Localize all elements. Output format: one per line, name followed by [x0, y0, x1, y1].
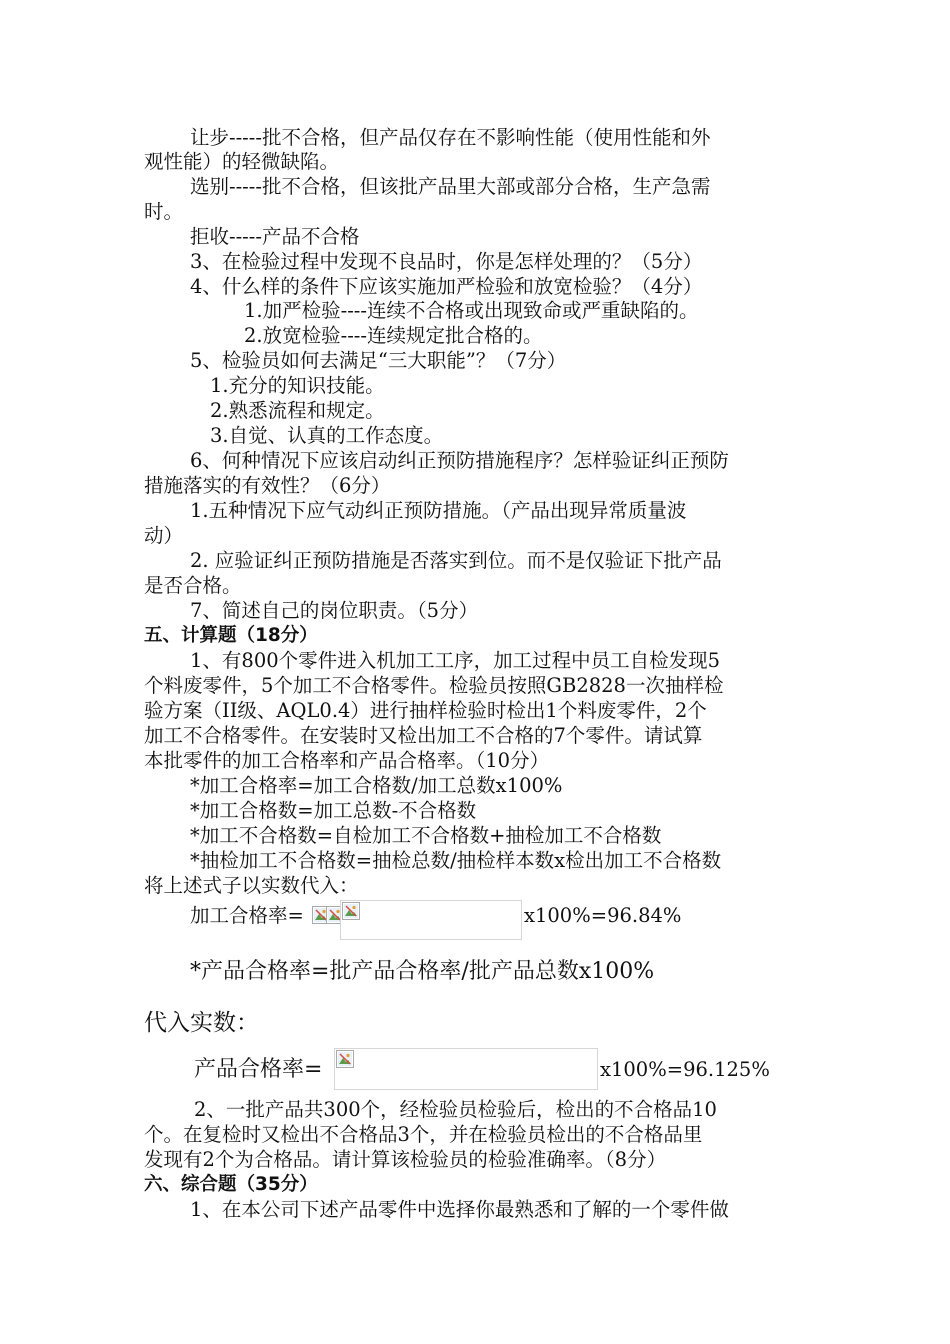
text-line: 2.熟悉流程和规定。: [210, 399, 385, 422]
text-line: 1.加严检验----连续不合格或出现致命或严重缺陷的。: [244, 299, 699, 322]
text-line: 动）: [144, 524, 184, 547]
formula-label: 产品合格率=: [194, 1057, 323, 1082]
text-line: 让步-----批不合格，但产品仅存在不影响性能（使用性能和外: [190, 126, 711, 149]
text-line: 1、在本公司下述产品零件中选择你最熟悉和了解的一个零件做: [190, 1198, 729, 1221]
text-line: 代入实数：: [144, 1010, 259, 1036]
text-line: 个料废零件，5个加工不合格零件。检验员按照GB2828一次抽样检: [144, 674, 724, 697]
formula-result: x100%=96.84%: [524, 904, 682, 927]
text-line: 发现有2个为合格品。请计算该检验员的检验准确率。（8分）: [144, 1148, 667, 1171]
text-line: 验方案（II级、AQL0.4）进行抽样检验时检出1个料废零件，2个: [144, 699, 707, 722]
text-line: 2.放宽检验----连续规定批合格的。: [244, 324, 543, 347]
text-line: 2、一批产品共300个，经检验员检验后，检出的不合格品10: [194, 1098, 717, 1121]
text-line: 拒收-----产品不合格: [190, 225, 360, 248]
text-line: 3.自觉、认真的工作态度。: [210, 424, 444, 447]
question-7: 7、简述自己的岗位职责。（5分）: [190, 599, 479, 622]
formula-line: *抽检加工不合格数=抽检总数/抽检样本数x检出加工不合格数: [190, 849, 722, 872]
formula-label: 加工合格率=: [190, 904, 304, 927]
text-line: 加工不合格零件。在安装时又检出加工不合格的7个零件。请试算: [144, 724, 703, 747]
text-line: 2. 应验证纠正预防措施是否落实到位。而不是仅验证下批产品: [190, 549, 722, 572]
text-line: 个。在复检时又检出不合格品3个，并在检验员检出的不合格品里: [144, 1123, 703, 1146]
formula-line: *加工合格数=加工总数-不合格数: [190, 799, 477, 822]
broken-image-icon: [336, 1050, 354, 1068]
question-4: 4、什么样的条件下应该实施加严检验和放宽检验？（4分）: [190, 275, 703, 298]
formula-image-box: [334, 1048, 598, 1090]
text-line: 观性能）的轻微缺陷。: [144, 150, 340, 173]
section-heading-comprehensive: 六、综合题（35分）: [144, 1174, 318, 1195]
text-line: 措施落实的有效性？（6分）: [144, 474, 391, 497]
text-line: 将上述式子以实数代入：: [144, 874, 359, 897]
formula-image-box: [340, 900, 522, 940]
text-line: 本批零件的加工合格率和产品合格率。（10分）: [144, 749, 550, 772]
formula-result: x100%=96.125%: [600, 1058, 770, 1081]
text-line: 时。: [144, 200, 184, 223]
question-3: 3、在检验过程中发现不良品时，你是怎样处理的？（5分）: [190, 250, 703, 273]
section-heading-calc: 五、计算题（18分）: [144, 625, 318, 646]
broken-image-icon: [342, 902, 360, 920]
formula-line: *加工不合格数=自检加工不合格数+抽检加工不合格数: [190, 824, 662, 847]
text-line: 1.充分的知识技能。: [210, 374, 385, 397]
formula-line: *加工合格率=加工合格数/加工总数x100%: [190, 774, 563, 797]
text-line: 选别-----批不合格，但该批产品里大部或部分合格，生产急需: [190, 175, 711, 198]
question-5: 5、检验员如何去满足“三大职能”？（7分）: [190, 349, 567, 372]
formula-line: *产品合格率=批产品合格率/批产品总数x100%: [190, 959, 655, 984]
text-line: 1、有800个零件进入机加工工序，加工过程中员工自检发现5: [190, 649, 721, 672]
text-line: 是否合格。: [144, 574, 242, 597]
text-line: 1.五种情况下应气动纠正预防措施。（产品出现异常质量波: [190, 499, 687, 522]
question-6: 6、何种情况下应该启动纠正预防措施程序？怎样验证纠正预防: [190, 449, 729, 472]
